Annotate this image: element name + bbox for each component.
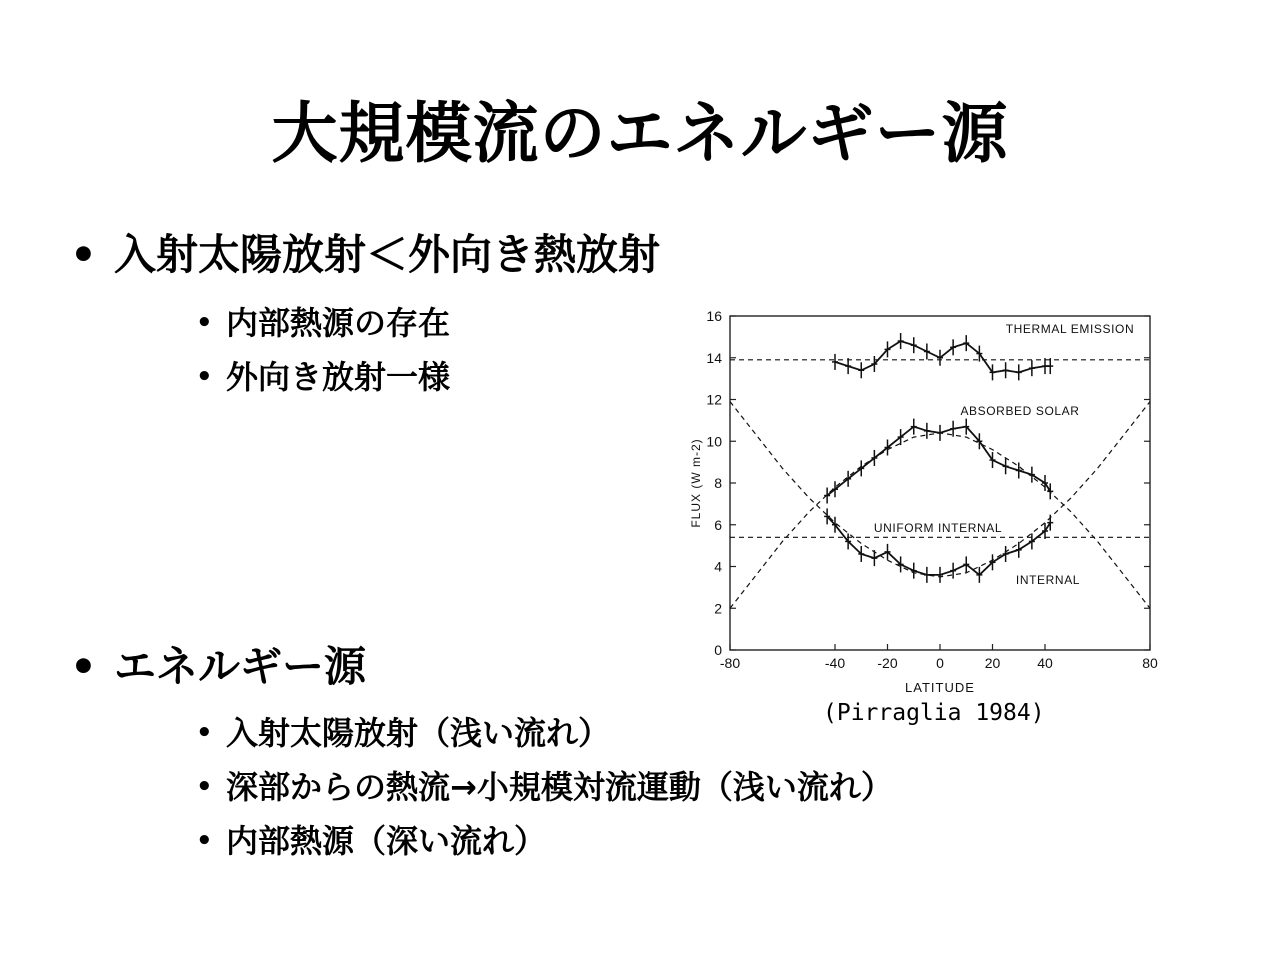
x-tick-label: -40 (824, 655, 846, 671)
sub-bullet-deep-heat-flow (196, 762, 893, 808)
y-tick-label: 4 (714, 558, 722, 575)
flux-chart-svg (680, 300, 1180, 700)
bullet-solar-vs-thermal (70, 222, 660, 282)
x-tick-label: 20 (984, 655, 1001, 671)
x-tick-label: 40 (1037, 655, 1053, 671)
flux-chart (680, 300, 1180, 700)
x-tick-label: -20 (877, 655, 898, 671)
sub-bullet-text: 内部熱源（深い流れ） (226, 822, 547, 860)
sub-bullet-internal-deep (196, 816, 546, 862)
plot-frame (730, 316, 1150, 650)
y-tick-label: 10 (706, 433, 722, 450)
y-tick-label: 8 (714, 475, 722, 491)
bullet-dot: • (196, 308, 213, 338)
sub-bullet-text: 入射太陽放射（浅い流れ） (226, 714, 611, 752)
sub-bullet-uniform-emission (196, 352, 450, 398)
series-annotation: UNIFORM INTERNAL (873, 521, 1003, 535)
sub-bullet-text: 深部からの熱流→小規模対流運動（浅い流れ） (226, 768, 893, 806)
bullet-dot: • (196, 826, 213, 856)
x-tick-label: -80 (719, 655, 741, 671)
x-axis-label: LATITUDE (905, 680, 975, 695)
y-tick-label: 14 (706, 349, 722, 366)
bullet-dot: • (70, 230, 97, 279)
x-tick-label: 80 (1142, 655, 1158, 671)
y-tick-label: 0 (714, 642, 722, 658)
series-annotation: INTERNAL (1015, 573, 1081, 587)
y-tick-label: 6 (714, 516, 722, 533)
sub-bullet-solar-shallow (196, 708, 610, 754)
sub-bullet-internal-source (196, 298, 450, 344)
chart-citation: (Pirraglia 1984) (823, 700, 1045, 726)
y-tick-label: 16 (706, 308, 722, 324)
series-annotation: ABSORBED SOLAR (960, 404, 1080, 418)
bullet-text: 入射太陽放射＜外向き熱放射 (114, 230, 661, 279)
bullet-text: エネルギー源 (114, 642, 367, 691)
y-tick-label: 12 (706, 391, 722, 408)
bullet-dot: • (196, 772, 213, 802)
x-tick-label: 0 (936, 655, 944, 671)
sub-bullet-text: 外向き放射一様 (226, 358, 451, 396)
sub-bullet-text: 内部熱源の存在 (226, 304, 451, 342)
bullet-dot: • (196, 718, 213, 748)
series-annotation: THERMAL EMISSION (1005, 322, 1135, 336)
y-tick-label: 2 (714, 600, 722, 617)
y-axis-label: FLUX (W m-2) (689, 438, 703, 528)
slide-title: 大規模流のエネルギー源 (271, 95, 1009, 172)
bullet-energy-sources (70, 634, 366, 694)
bullet-dot: • (196, 362, 213, 392)
bullet-dot: • (70, 642, 97, 691)
